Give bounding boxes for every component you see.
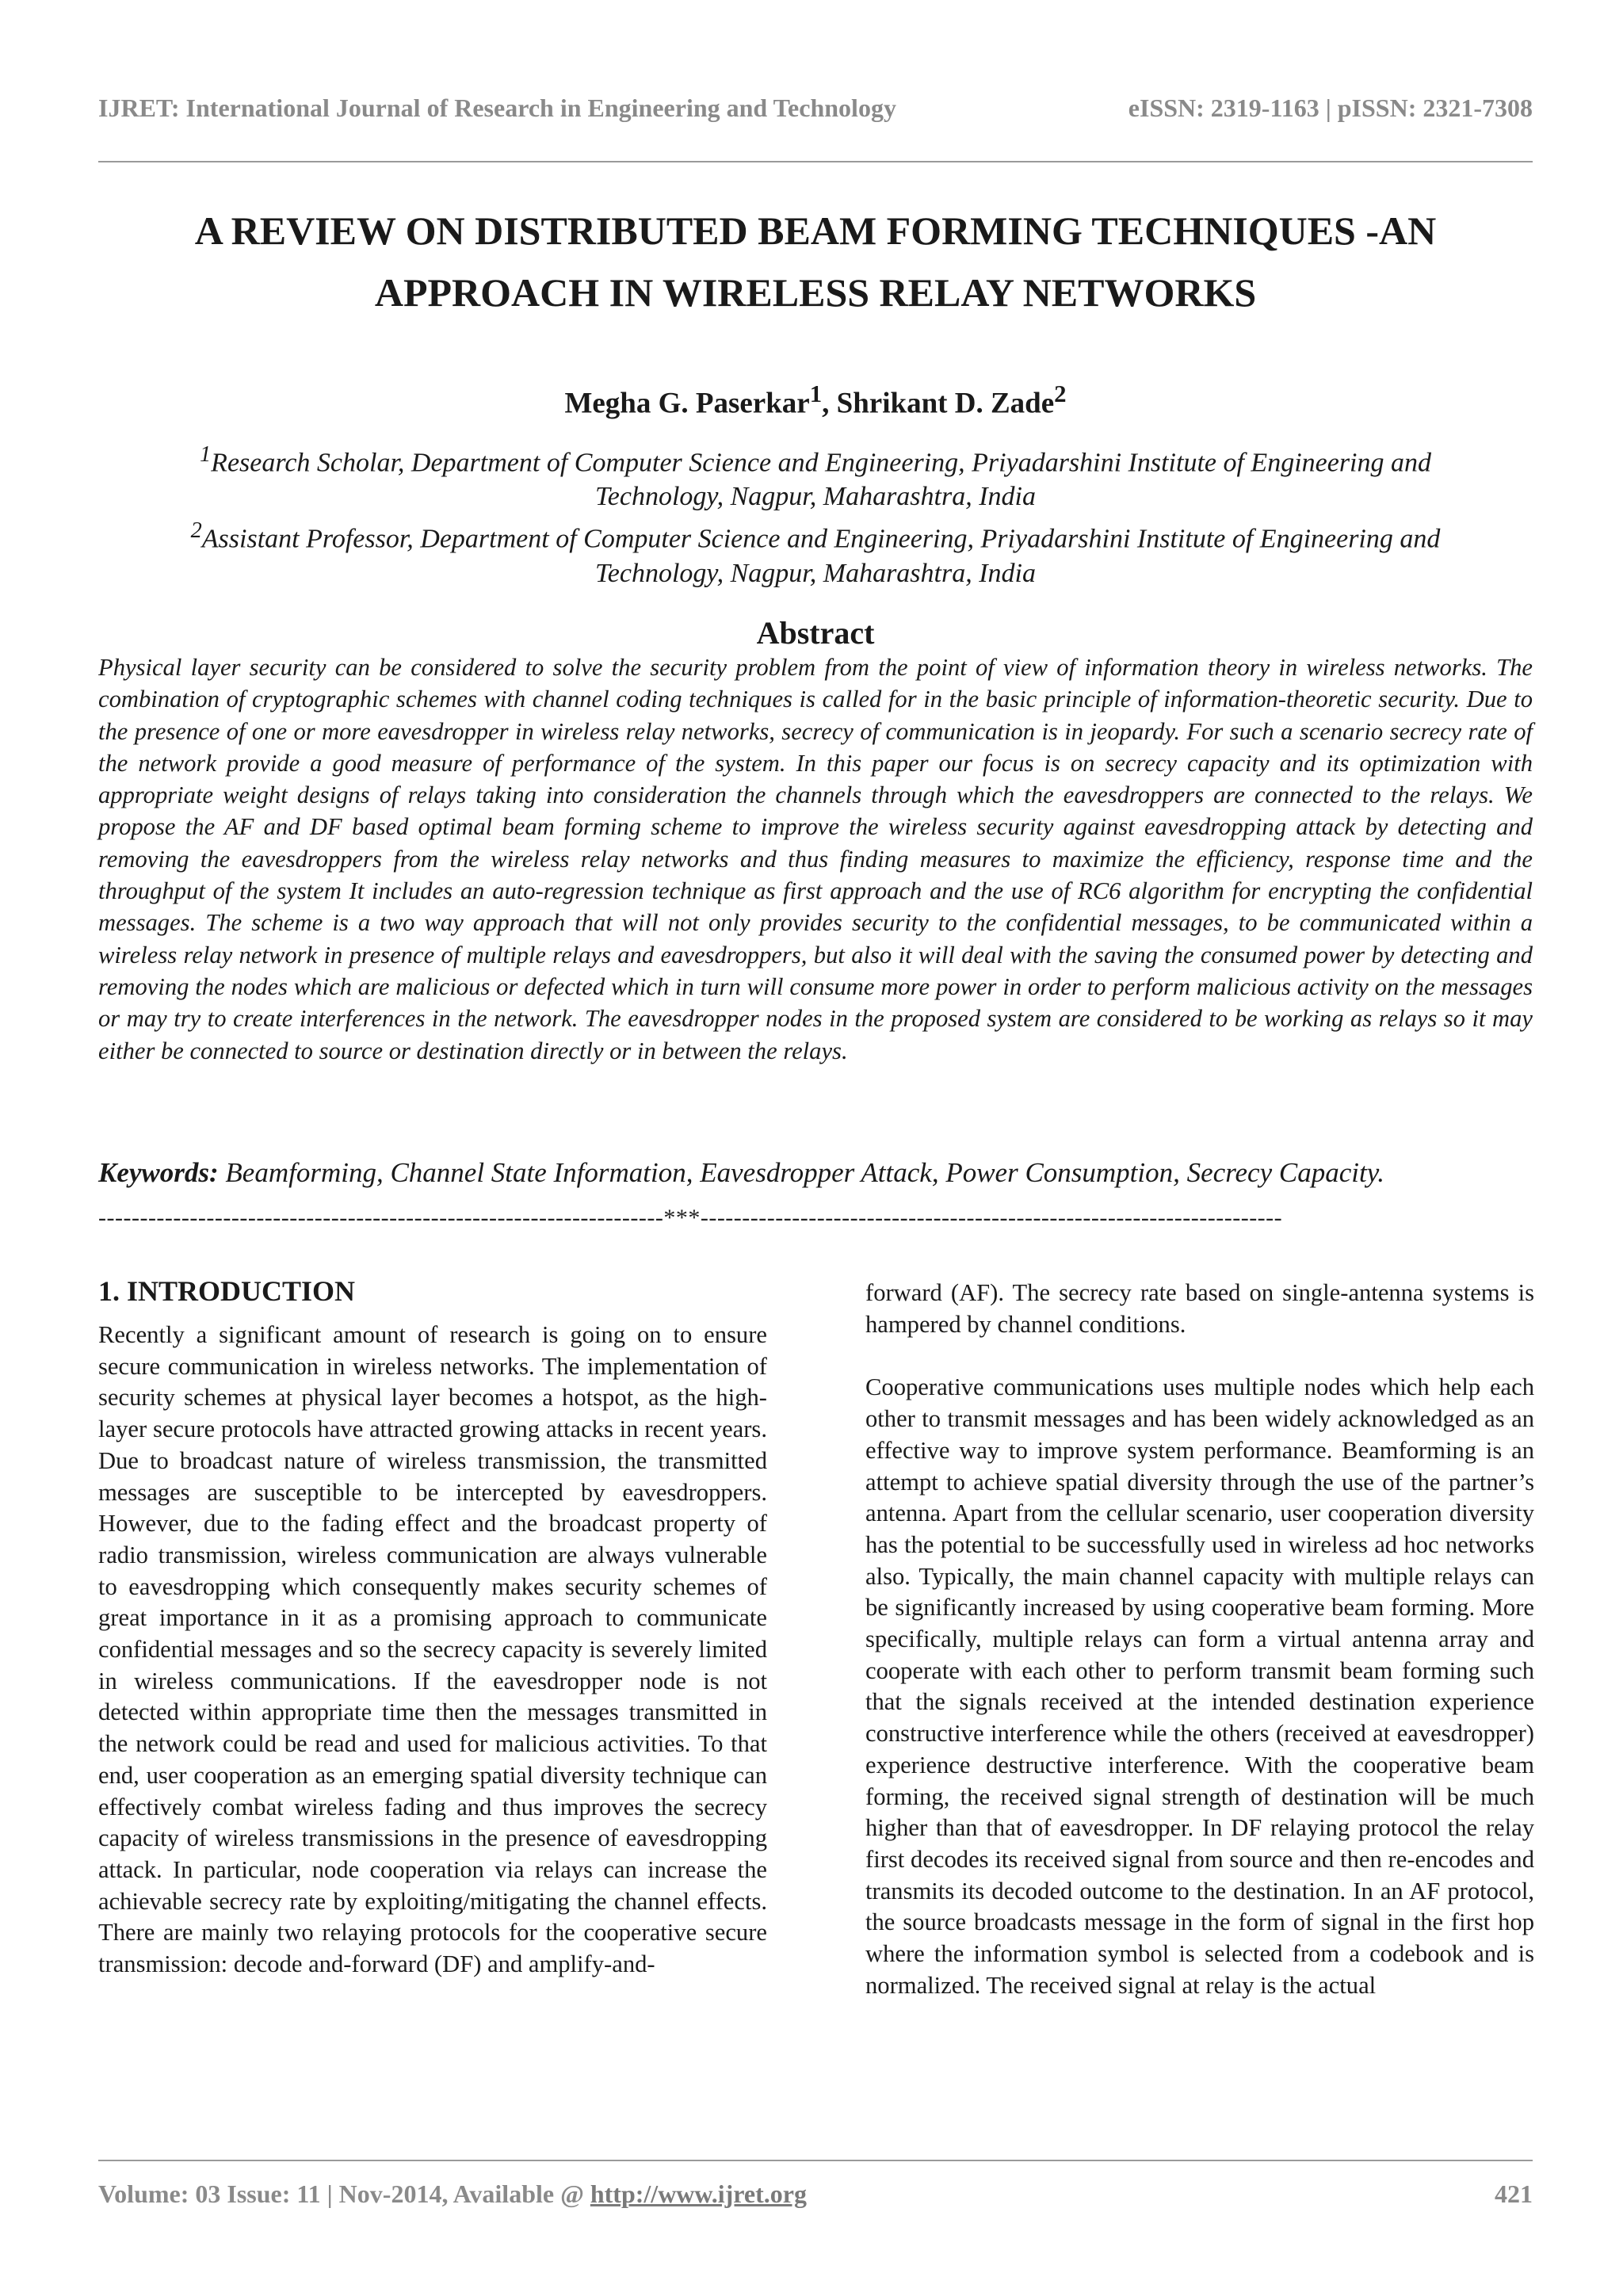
author-1-sup: 1 xyxy=(809,380,823,407)
author-2-sup: 2 xyxy=(1054,380,1067,407)
affiliation-1-line-1: Research Scholar, Department of Computer Science and Engineering, Priyadarshini Institute of Engineering and xyxy=(211,448,1431,478)
keywords xyxy=(98,1157,1533,1189)
left-column xyxy=(98,1320,767,1981)
footer-volume-text: Volume: 03 Issue: 11 | Nov-2014, Available @ xyxy=(98,2179,590,2208)
abstract-text: Physical layer security can be considered to solve the security problem from the point of view of information theory in wireless networks. The combination of cryptographic schemes with channel coding techniques is called for in the basic principle of information-theoretic security. Due to the presence of one or more eavesdropper in wireless relay networks, secrecy of communication is in jeopardy. For such a scenario secrecy rate of the network provide a good measure of performance of the system. In this paper our focus is on secrecy capacity and its optimization with appropriate weight designs of relays taking into consideration the channels through which the eavesdroppers are connected to the relays. We propose the AF and DF based optimal beam forming scheme to improve the wireless security against eavesdropping attack by detecting and removing the eavesdroppers from the wireless relay networks and thus finding measures to maximize the efficiency, response time and the throughput of the system It includes an auto-regression technique as first approach and the use of RC6 algorithm for encrypting the confidential messages. The scheme is a two way approach that will not only provides security to the confidential messages, to be communicated within a wireless relay network in presence of multiple relays and eavesdroppers, but also it will deal with the saving the consumed power by detecting and removing the nodes which are malicious or defected which in turn will consume more power in order to perform malicious activity on the messages or may try to create interferences in the network. The eavesdropper nodes in the proposed system are considered to be working as relays so it may either be connected to source or destination directly or in between the relays. xyxy=(98,654,1533,1064)
affiliations xyxy=(98,437,1533,590)
section-separator: --------------------------------------------------------------------***---------------------------------------------------------------------- xyxy=(98,1205,1283,1231)
title-line-1: A REVIEW ON DISTRIBUTED BEAM FORMING TECHNIQUES -AN xyxy=(194,208,1437,253)
affiliation-1 xyxy=(98,437,1533,479)
right-column xyxy=(865,1278,1534,2001)
intro-paragraph-3: Cooperative communications uses multiple nodes which help each other to transmit messages and has been widely acknowledged as an effective way to improve system performance. Beamforming is an attempt to achieve spatial diversity through the use of the partner’s antenna. Apart from the cellular scenario, user cooperation diversity has the potential to be successfully used in wireless ad hoc networks also. Typically, the main channel capacity with multiple relays can be significantly increased by using cooperative beam forming. More specifically, multiple relays can form a virtual antenna array and cooperate with each other to perform transmit beam forming such that the signals received at the intended destination experience constructive interference while the others (received at eavesdropper) experience destructive interference. With the cooperative beam forming, the received signal strength of destination will be much higher than that of eavesdropper. In DF relaying protocol the relay first decodes its received signal from source and then re-encodes and transmits its decoded outcome to the destination. In an AF protocol, the source broadcasts message in the form of signal in the first hop where the information symbol is selected from a codebook and is normalized. The received signal at relay is the actual xyxy=(865,1373,1534,1999)
affiliation-2-sup: 2 xyxy=(190,518,202,544)
issn: eISSN: 2319-1163 | pISSN: 2321-7308 xyxy=(1128,94,1533,122)
affiliation-1-sup: 1 xyxy=(200,442,212,467)
intro-paragraph-2: forward (AF). The secrecy rate based on single-antenna systems is hampered by channel conditions. xyxy=(865,1279,1534,1338)
authors xyxy=(98,380,1533,420)
paper-title xyxy=(98,200,1533,323)
footer-volume xyxy=(98,2179,807,2209)
abstract-heading: Abstract xyxy=(756,615,875,651)
affiliation-2-line-1: Assistant Professor, Department of Computer Science and Engineering, Priyadarshini Institute of Engineering and xyxy=(201,524,1441,554)
author-2: Shrikant D. Zade xyxy=(836,387,1055,420)
affiliation-1-line-2: Technology, Nagpur, Maharashtra, India xyxy=(594,482,1036,512)
author-1: Megha G. Paserkar xyxy=(564,387,810,420)
journal-name: IJRET: International Journal of Research in Engineering and Technology xyxy=(98,94,896,122)
header-rule xyxy=(98,161,1533,162)
affiliation-2 xyxy=(98,514,1533,556)
journal-link[interactable]: http://www.ijret.org xyxy=(590,2179,807,2208)
intro-paragraph-1: Recently a significant amount of research is going on to ensure secure communication in wireless networks. The implementation of security schemes at physical layer becomes a hotspot, as the high-layer secure protocols have attracted growing attacks in recent years. Due to broadcast nature of wireless transmission, the transmitted messages are susceptible to be intercepted by eavesdroppers. However, due to the fading effect and the broadcast property of radio transmission, wireless communication are always vulnerable to eavesdropping which consequently makes security schemes of great importance in it as a promising approach to communicate confidential messages and so the secrecy capacity is severely limited in wireless communications. If the eavesdropper node is not detected within appropriate time then the messages transmitted in the network could be read and used for malicious activities. To that end, user cooperation as an emerging spatial diversity technique can effectively combat wireless fading and thus improves the secrecy capacity of wireless transmissions in the presence of eavesdropping attack. In particular, node cooperation via relays can increase the achievable secrecy rate by exploiting/mitigating the channel effects. There are mainly two relaying protocols for the cooperative secure transmission: decode and-forward (DF) and amplify-and- xyxy=(98,1321,767,1978)
author-separator: , xyxy=(822,387,837,420)
footer-rule xyxy=(98,2160,1533,2161)
page-number: 421 xyxy=(1495,2179,1533,2208)
title-line-2: APPROACH IN WIRELESS RELAY NETWORKS xyxy=(374,270,1257,315)
affiliation-2-line-2: Technology, Nagpur, Maharashtra, India xyxy=(594,558,1036,588)
keywords-text: Beamforming, Channel State Information, Eavesdropper Attack, Power Consumption, Secrecy Capacity. xyxy=(218,1157,1385,1188)
section-heading-introduction: 1. INTRODUCTION xyxy=(98,1275,356,1307)
keywords-label: Keywords: xyxy=(98,1157,219,1188)
